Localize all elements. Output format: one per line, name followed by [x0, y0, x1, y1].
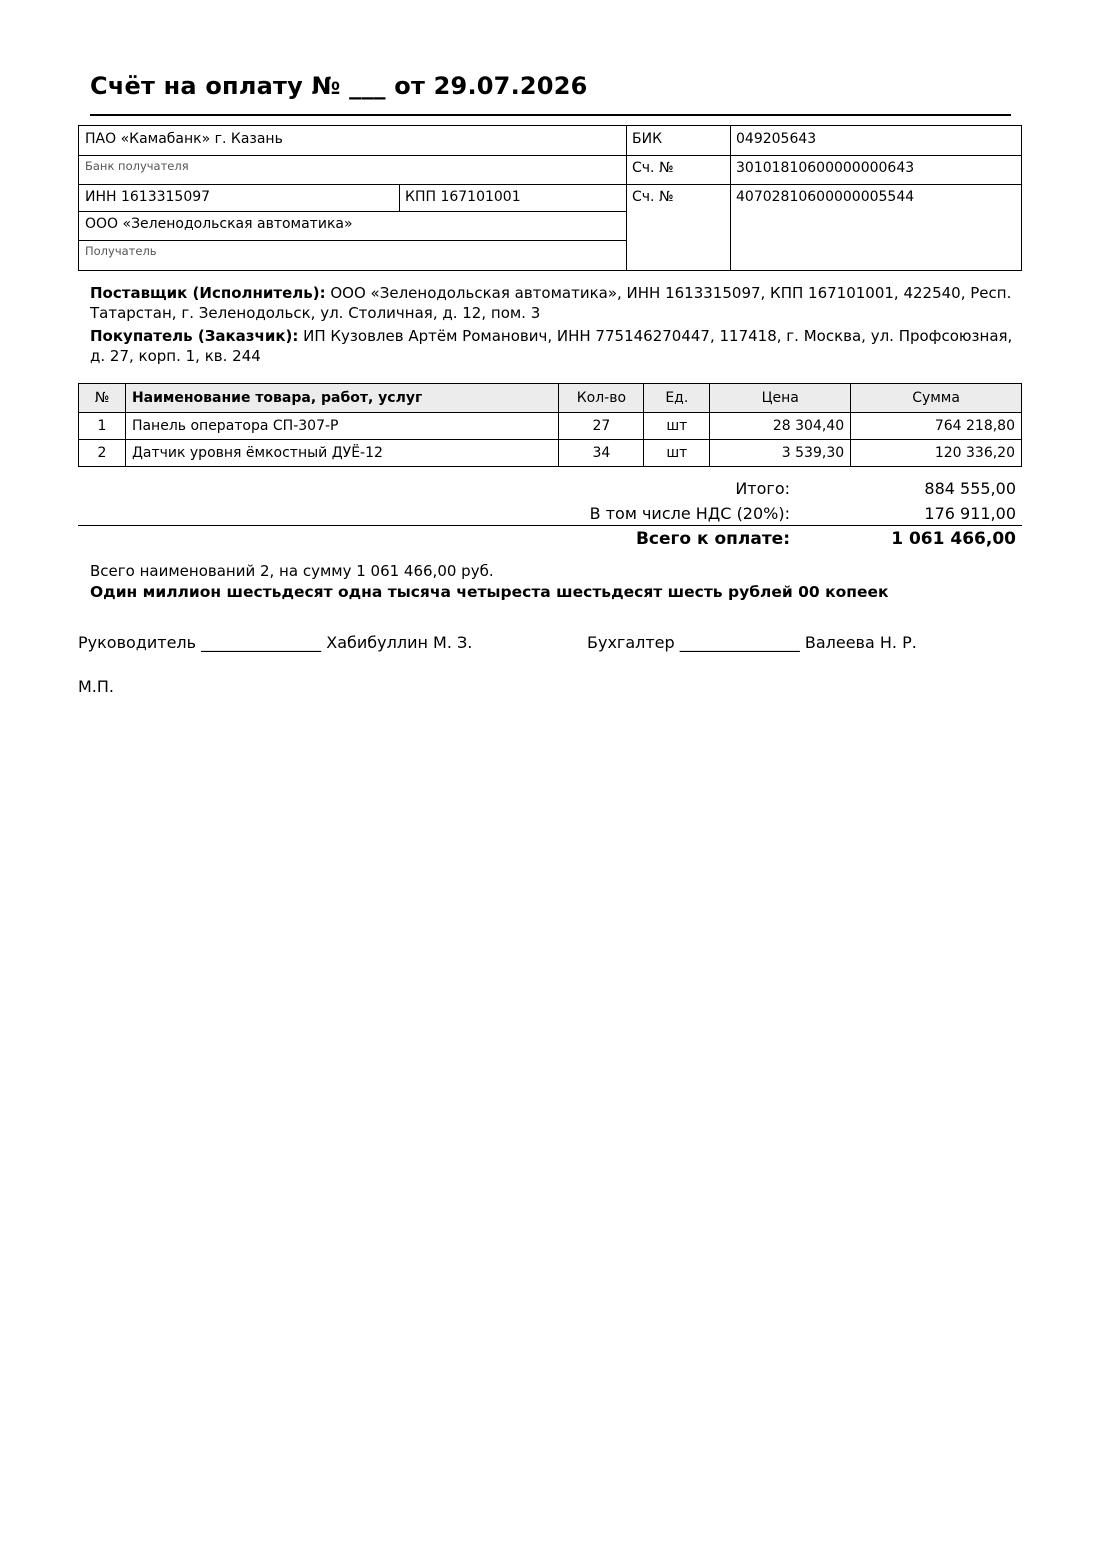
bank-name: ПАО «Камабанк» г. Казань — [85, 131, 283, 147]
recipient-name: ООО «Зеленодольская автоматика» — [85, 216, 353, 232]
supplier-label: Поставщик (Исполнитель): — [90, 284, 326, 302]
row-unit: шт — [644, 440, 710, 467]
row-name: Датчик уровня ёмкостный ДУЁ-12 — [125, 440, 558, 467]
page-title: Счёт на оплату № ___ от 29.07.2026 — [90, 72, 588, 100]
bik-label: БИК — [632, 131, 663, 147]
row-qty: 27 — [559, 413, 644, 440]
recipient-inn: ИНН 1613315097 — [85, 189, 211, 205]
bik-value: 049205643 — [736, 131, 817, 147]
director-signature: Руководитель _______________ Хабибуллин М. З. — [78, 633, 473, 652]
row-num: 1 — [79, 413, 126, 440]
grand-total-value: 1 061 466,00 — [891, 529, 1016, 549]
recipient-caption: Получатель — [85, 244, 157, 258]
row-sum: 120 336,20 — [851, 440, 1022, 467]
buyer-details: ИП Кузовлев Артём Романович, ИНН 775146270447, 117418, г. Москва, ул. Профсоюзная, д. 27, корп. 1, кв. 244 — [90, 327, 1013, 365]
col-header-name: Наименование товара, работ, услуг — [125, 384, 558, 413]
table-row — [79, 440, 1022, 467]
col-header-price: Цена — [710, 384, 851, 413]
row-name: Панель оператора СП-307-Р — [125, 413, 558, 440]
parties-block — [90, 283, 1015, 369]
summary-block — [90, 561, 889, 603]
subtotal-label: Итого: — [735, 479, 790, 498]
items-count-summary: Всего наименований 2, на сумму 1 061 466,00 руб. — [90, 562, 494, 580]
table-header-row — [79, 384, 1022, 413]
vat-label: В том числе НДС (20%): — [589, 504, 790, 523]
recipient-kpp: КПП 167101001 — [405, 189, 521, 205]
supplier-details: ООО «Зеленодольская автоматика», ИНН 1613315097, КПП 167101001, 422540, Респ. Татарстан, г. Зеленодольск, ул. Столичная, д. 12, пом. 3 — [90, 284, 1012, 322]
totals-divider — [78, 525, 1022, 526]
row-qty: 34 — [559, 440, 644, 467]
grand-total-row — [78, 529, 1022, 553]
row-unit: шт — [644, 413, 710, 440]
buyer-line — [90, 326, 1015, 366]
col-header-qty: Кол-во — [559, 384, 644, 413]
corr-account-label: Сч. № — [632, 160, 674, 176]
bank-requisites — [78, 125, 1022, 271]
col-header-num: № — [79, 384, 126, 413]
row-price: 28 304,40 — [710, 413, 851, 440]
account-value: 40702810600000005544 — [736, 189, 915, 205]
corr-account-value: 30101810600000000643 — [736, 160, 915, 176]
title-underline — [90, 114, 1011, 116]
account-label: Сч. № — [632, 189, 674, 205]
col-header-sum: Сумма — [851, 384, 1022, 413]
grand-total-label: Всего к оплате: — [635, 529, 790, 549]
subtotal-row — [78, 479, 1022, 503]
subtotal-value: 884 555,00 — [924, 479, 1016, 498]
vat-value: 176 911,00 — [924, 504, 1016, 523]
amount-in-words: Один миллион шестьдесят одна тысяча четыреста шестьдесят шесть рублей 00 копеек — [90, 583, 889, 601]
stamp-place: М.П. — [78, 677, 115, 696]
items-table — [78, 383, 1022, 467]
supplier-line — [90, 283, 1015, 323]
row-price: 3 539,30 — [710, 440, 851, 467]
col-header-unit: Ед. — [644, 384, 710, 413]
buyer-label: Покупатель (Заказчик): — [90, 327, 299, 345]
table-row — [79, 413, 1022, 440]
bank-caption: Банк получателя — [85, 159, 189, 173]
row-num: 2 — [79, 440, 126, 467]
accountant-signature: Бухгалтер _______________ Валеева Н. Р. — [587, 633, 917, 652]
row-sum: 764 218,80 — [851, 413, 1022, 440]
